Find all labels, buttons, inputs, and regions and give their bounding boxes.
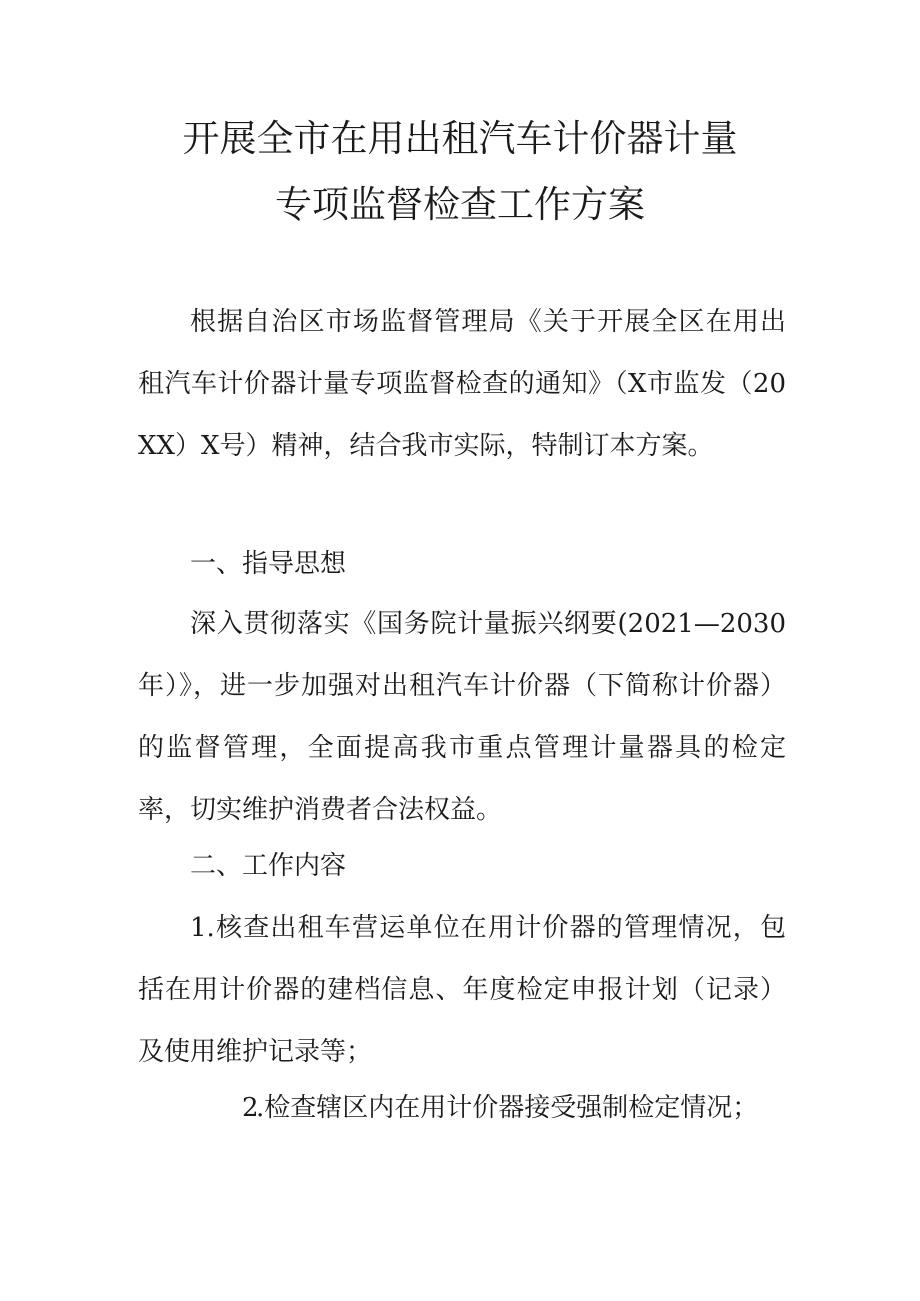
work-item-1: 1.核查出租车营运单位在用计价器的管理情况，包括在用计价器的建档信息、年度检定申报计划（记录）及使用维护记录等； [138, 913, 786, 1067]
work-item-2-number: 2 [242, 1093, 259, 1123]
section-heading-work-content: 二、工作内容 [190, 851, 347, 881]
intro-paragraph: 根据自治区市场监督管理局《关于开展全区在用出租汽车计价器计量专项监督检查的通知》（X市监发（20XX）X号）精神，结合我市实际，特制订本方案。 [138, 307, 786, 461]
document-title-line-1: 开展全市在用出租汽车计价器计量 [182, 117, 738, 160]
guiding-ideology-paragraph: 深入贯彻落实《国务院计量振兴纲要(2021—2030年）》，进一步加强对出租汽车计价器（下简称计价器）的监督管理，全面提高我市重点管理计量器具的检定率，切实维护消费者合法权益。 [138, 609, 786, 825]
document-title-line-2: 专项监督检查工作方案 [275, 183, 645, 226]
section-heading-guiding-ideology: 一、指导思想 [190, 549, 347, 579]
work-item-2 [138, 1077, 786, 1139]
work-item-2-text: .检查辖区内在用计价器接受强制检定情况； [256, 1093, 759, 1123]
